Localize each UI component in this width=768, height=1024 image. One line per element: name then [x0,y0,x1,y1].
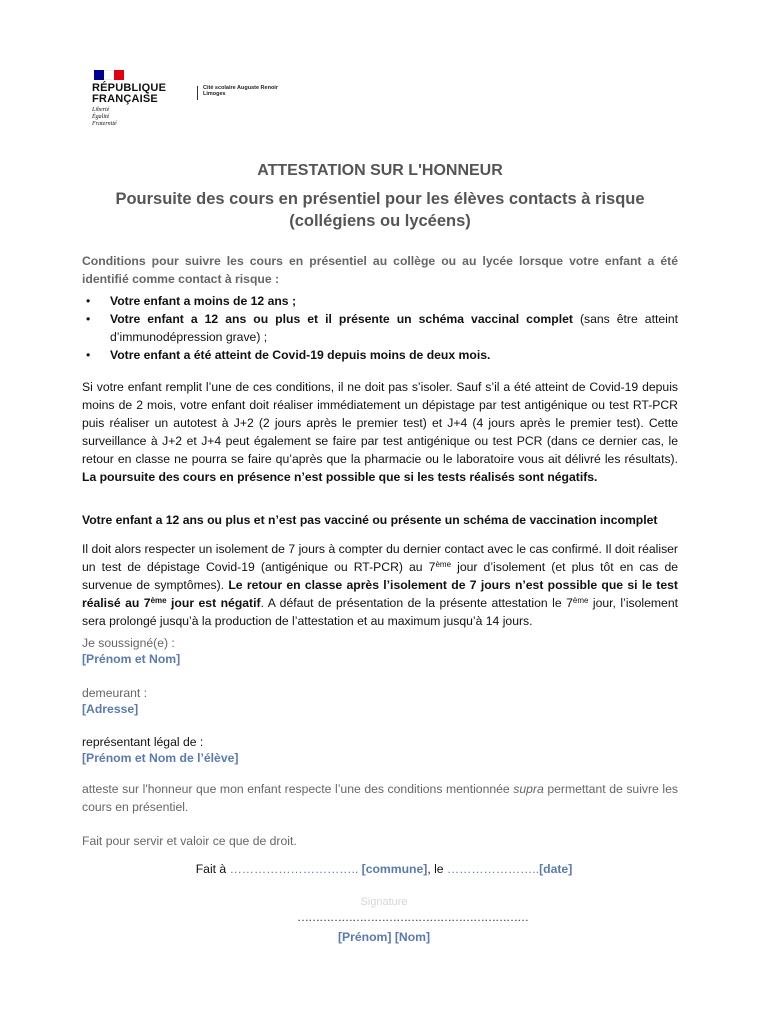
atteste-paragraph [82,780,678,816]
republique-line: RÉPUBLIQUE [92,82,167,94]
bullet-icon: • [86,294,91,308]
le-label: , le [427,862,447,876]
signature-name-field[interactable]: [Prénom] [Nom] [337,930,431,944]
header-separator [197,86,198,100]
bullet-icon: • [86,348,91,362]
surveillance-bold: La poursuite des cours en présence n’est possible que si les tests réalisés sont négatifs. [82,470,598,484]
commune-field[interactable]: [commune] [361,862,428,876]
atteste-text-a: atteste sur l'honneur que mon enfant respecte l’une des conditions mentionnée [82,782,514,796]
condition-rest: (sans être atteint d’immunodépression grave) ; [110,312,678,344]
place-date-line [0,862,768,876]
motto-fraternite: Fraternité [92,121,117,127]
motto [92,107,192,128]
list-item [82,310,678,346]
sup-eme: ème [435,560,452,569]
french-flag-icon [94,70,124,80]
surveillance-paragraph [82,378,678,486]
republique-francaise-logo [92,70,192,128]
student-name-field[interactable]: [Prénom et Nom de l’élève] [82,751,239,765]
isolation-text-c: . A défaut de présentation de la présente attestation le 7 [260,596,573,610]
date-dots: ………………….. [446,862,540,876]
school-name-line2: Limoges [203,91,226,97]
school-name-line1: Cité scolaire Auguste Renoir [203,85,278,91]
soussigne-label: Je soussigné(e) : [82,636,175,650]
representant-label: représentant légal de : [82,735,204,749]
sup-eme: ème [150,596,167,605]
conditions-intro: Conditions pour suivre les cours en présentiel au collège ou au lycée lorsque votre enfant a été identifié comme contact à risque : [82,254,678,286]
fait-a-label: Fait à [195,862,230,876]
francaise-line: FRANÇAISE [92,93,158,105]
isolation-paragraph [82,540,678,630]
isolation-bold-b: jour est négatif [166,596,261,610]
document-subtitle [60,188,700,232]
isolation-text-b: jour d’isolement (et plus tôt en cas de survenue de symptômes). [82,560,679,592]
unvaccinated-heading: Votre enfant a 12 ans ou plus et n’est pas vacciné ou présente un schéma de vaccination incomplet [82,513,658,527]
motto-egalite: Égalité [92,114,110,120]
address-field[interactable]: [Adresse] [82,702,139,716]
subtitle-line1: Poursuite des cours en présentiel pour les élèves contacts à risque [115,190,645,208]
surveillance-text: Si votre enfant remplit l’une de ces conditions, il ne doit pas s’isoler. Sauf s’il a été atteint de Covid-19 depuis moins de 2 mois, votre enfant doit réaliser immédiatement un dépistage par test antigénique ou test RT-PCR puis réaliser un autotest à J+2 (2 jours après le premier test) et J+4 (4 jours après le premier test). Cette surveillance à J+2 et J+4 peut également se faire par test antigénique ou test PCR (dans ce dernier cas, le retour en classe ne pourra se faire qu’après que la pharmacie ou le laboratoire vous ait délivré les résultats). [82,380,678,466]
demeurant-label: demeurant : [82,686,148,700]
isolation-text-d: jour, l’isolement sera prolongé jusqu’à la production de l’attestation et au maximum jusqu’à 14 jours. [82,596,678,628]
conditions-list [82,292,678,364]
isolation-bold-a: Le retour en classe après l’isolement de 7 jours n’est possible que si le test réalisé au 7 [82,578,678,610]
motto-liberte: Liberté [92,107,110,113]
list-item [82,292,678,310]
commune-dots: ………………………….. [229,862,362,876]
signature-line[interactable]: ……………………………………………………… [297,910,528,924]
condition-bold: Votre enfant a moins de 12 ans ; [110,294,297,308]
fait-pour-servir: Fait pour servir et valoir ce que de droit. [82,834,297,848]
atteste-text-b: permettant de suivre les cours en présentiel. [82,782,678,814]
atteste-supra: supra [513,782,544,796]
isolation-text-a: Il doit alors respecter un isolement de 7 jours à compter du dernier contact avec le cas confirmé. Il doit réaliser un test de dépistage Covid-19 (antigénique ou RT-PCR) au 7 [82,542,678,574]
bullet-icon: • [86,312,91,326]
document-title: ATTESTATION SUR L'HONNEUR [257,162,503,179]
condition-bold: Votre enfant a 12 ans ou plus et il présente un schéma vaccinal complet [110,312,573,326]
date-field[interactable]: [date] [539,862,573,876]
subtitle-line2: (collégiens ou lycéens) [289,212,471,230]
sup-eme: ème [572,596,589,605]
list-item [82,346,678,364]
signature-label: Signature [360,896,408,908]
school-name [203,85,278,97]
condition-bold: Votre enfant a été atteint de Covid-19 depuis moins de deux mois. [110,348,491,362]
soussigne-field[interactable]: [Prénom et Nom] [82,652,181,666]
